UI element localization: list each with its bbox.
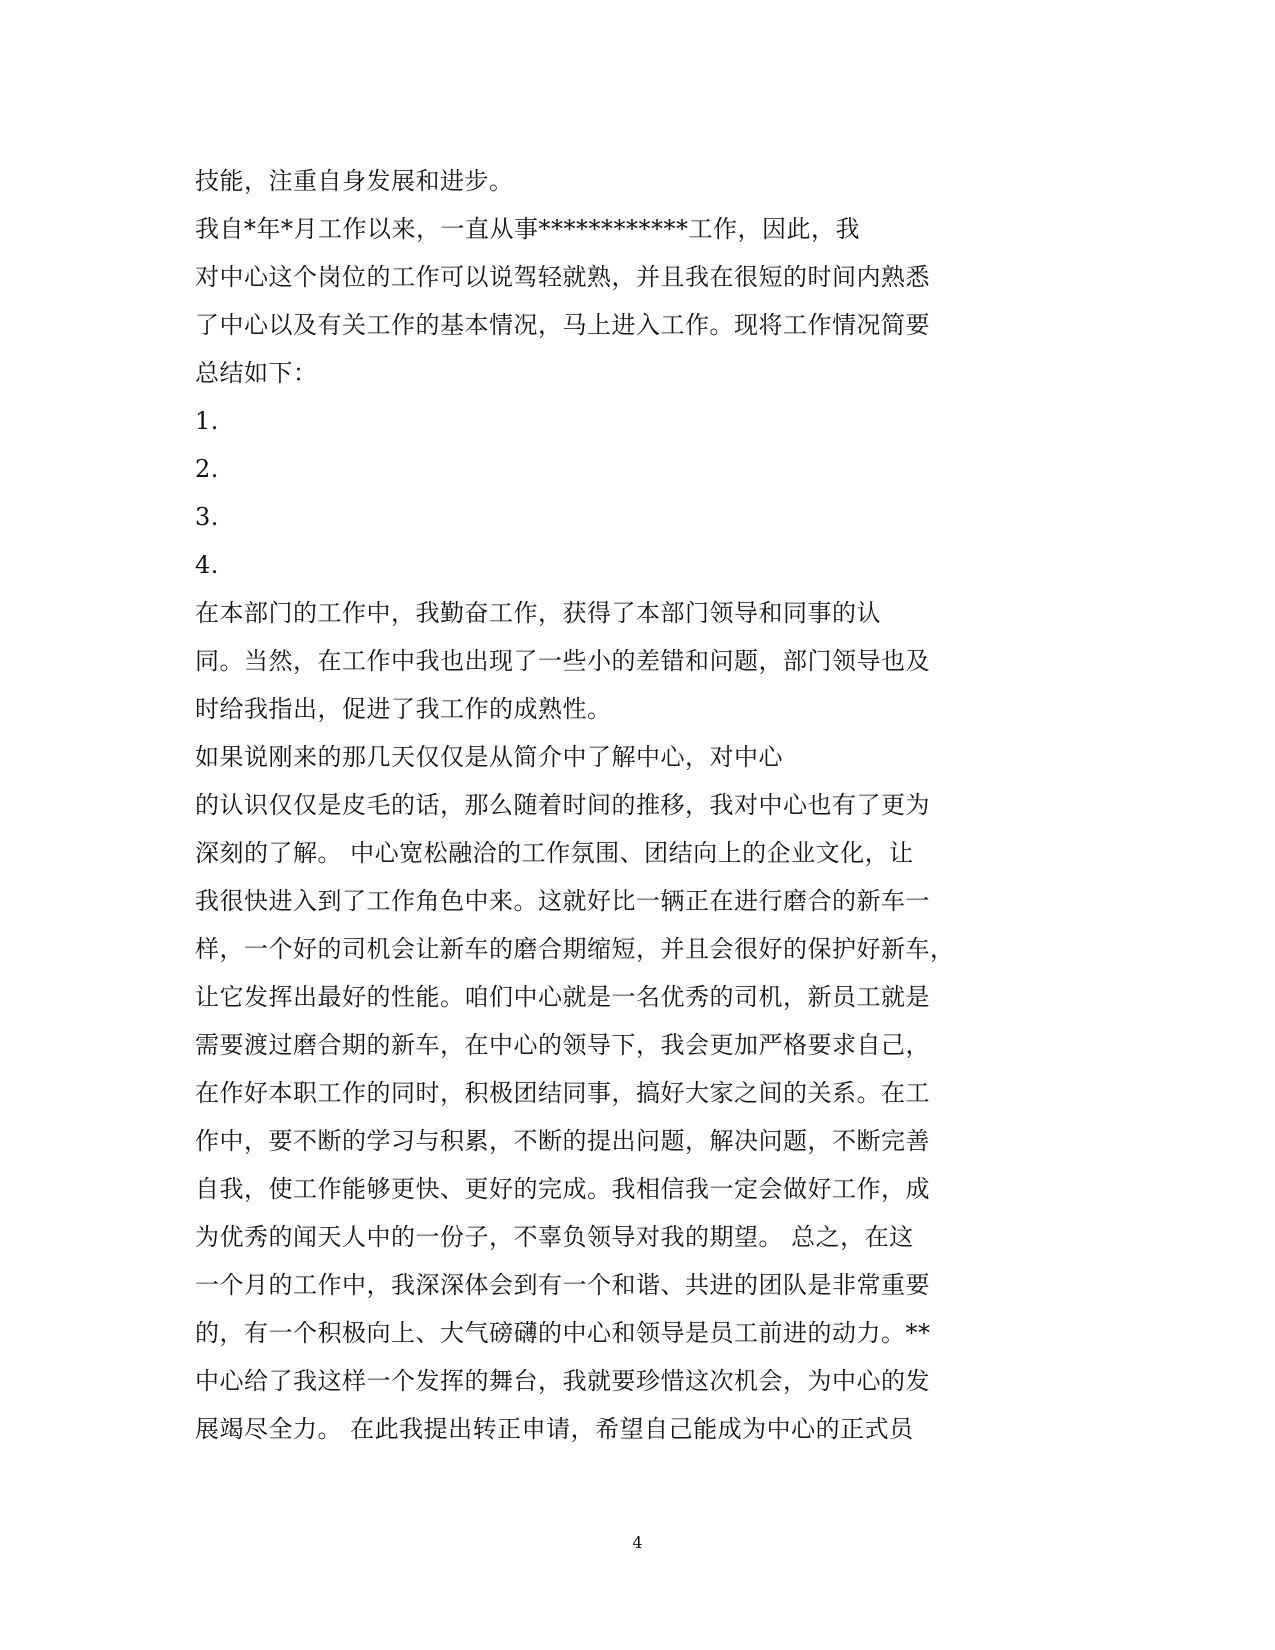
list-item-number: 3. [195, 503, 219, 531]
text-line: 需要渡过磨合期的新车，在中心的领导下，我会更加严格要求自己， [195, 1031, 930, 1059]
text-line: 在作好本职工作的同时，积极团结同事，搞好大家之间的关系。在工 [195, 1079, 930, 1107]
text-line: 技能，注重自身发展和进步。 [195, 167, 514, 195]
list-item-number: 2. [195, 455, 219, 483]
text-line: 如果说刚来的那几天仅仅是从简介中了解中心，对中心 [195, 743, 783, 771]
text-line: 自我，使工作能够更快、更好的完成。我相信我一定会做好工作，成 [195, 1175, 930, 1203]
list-item-number: 1. [195, 407, 219, 435]
text-line: 为优秀的闻天人中的一份子，不辜负领导对我的期望。 总之，在这 [195, 1223, 914, 1251]
text-line: 作中，要不断的学习与积累，不断的提出问题，解决问题，不断完善 [195, 1127, 930, 1155]
text-line: 总结如下： [195, 359, 318, 387]
text-line: 的认识仅仅是皮毛的话，那么随着时间的推移，我对中心也有了更为 [195, 791, 930, 819]
text-line: 中心给了我这样一个发挥的舞台，我就要珍惜这次机会，为中心的发 [195, 1367, 930, 1395]
text-line: 深刻的了解。 中心宽松融洽的工作氛围、团结向上的企业文化，让 [195, 839, 914, 867]
list-item-number: 4. [195, 551, 219, 579]
page-number: 4 [632, 1533, 643, 1552]
text-line: 让它发挥出最好的性能。咱们中心就是一名优秀的司机，新员工就是 [195, 983, 930, 1011]
text-line: 一个月的工作中，我深深体会到有一个和谐、共进的团队是非常重要 [195, 1271, 930, 1299]
text-line: 展竭尽全力。 在此我提出转正申请，希望自己能成为中心的正式员 [195, 1415, 914, 1443]
text-line: 对中心这个岗位的工作可以说驾轻就熟，并且我在很短的时间内熟悉 [195, 263, 930, 291]
text-line: 同。当然，在工作中我也出现了一些小的差错和问题，部门领导也及 [195, 647, 930, 675]
text-line: 我自*年*月工作以来，一直从事************工作，因此，我 [195, 215, 860, 243]
text-line: 的，有一个积极向上、大气磅礴的中心和领导是员工前进的动力。** [195, 1319, 931, 1347]
body-text [195, 157, 955, 1453]
text-line: 样，一个好的司机会让新车的磨合期缩短，并且会很好的保护好新车， [195, 935, 955, 963]
text-line: 我很快进入到了工作角色中来。这就好比一辆正在进行磨合的新车一 [195, 887, 930, 915]
text-line: 了中心以及有关工作的基本情况，马上进入工作。现将工作情况简要 [195, 311, 930, 339]
text-line: 时给我指出，促进了我工作的成熟性。 [195, 695, 612, 723]
text-line: 在本部门的工作中，我勤奋工作，获得了本部门领导和同事的认 [195, 599, 881, 627]
